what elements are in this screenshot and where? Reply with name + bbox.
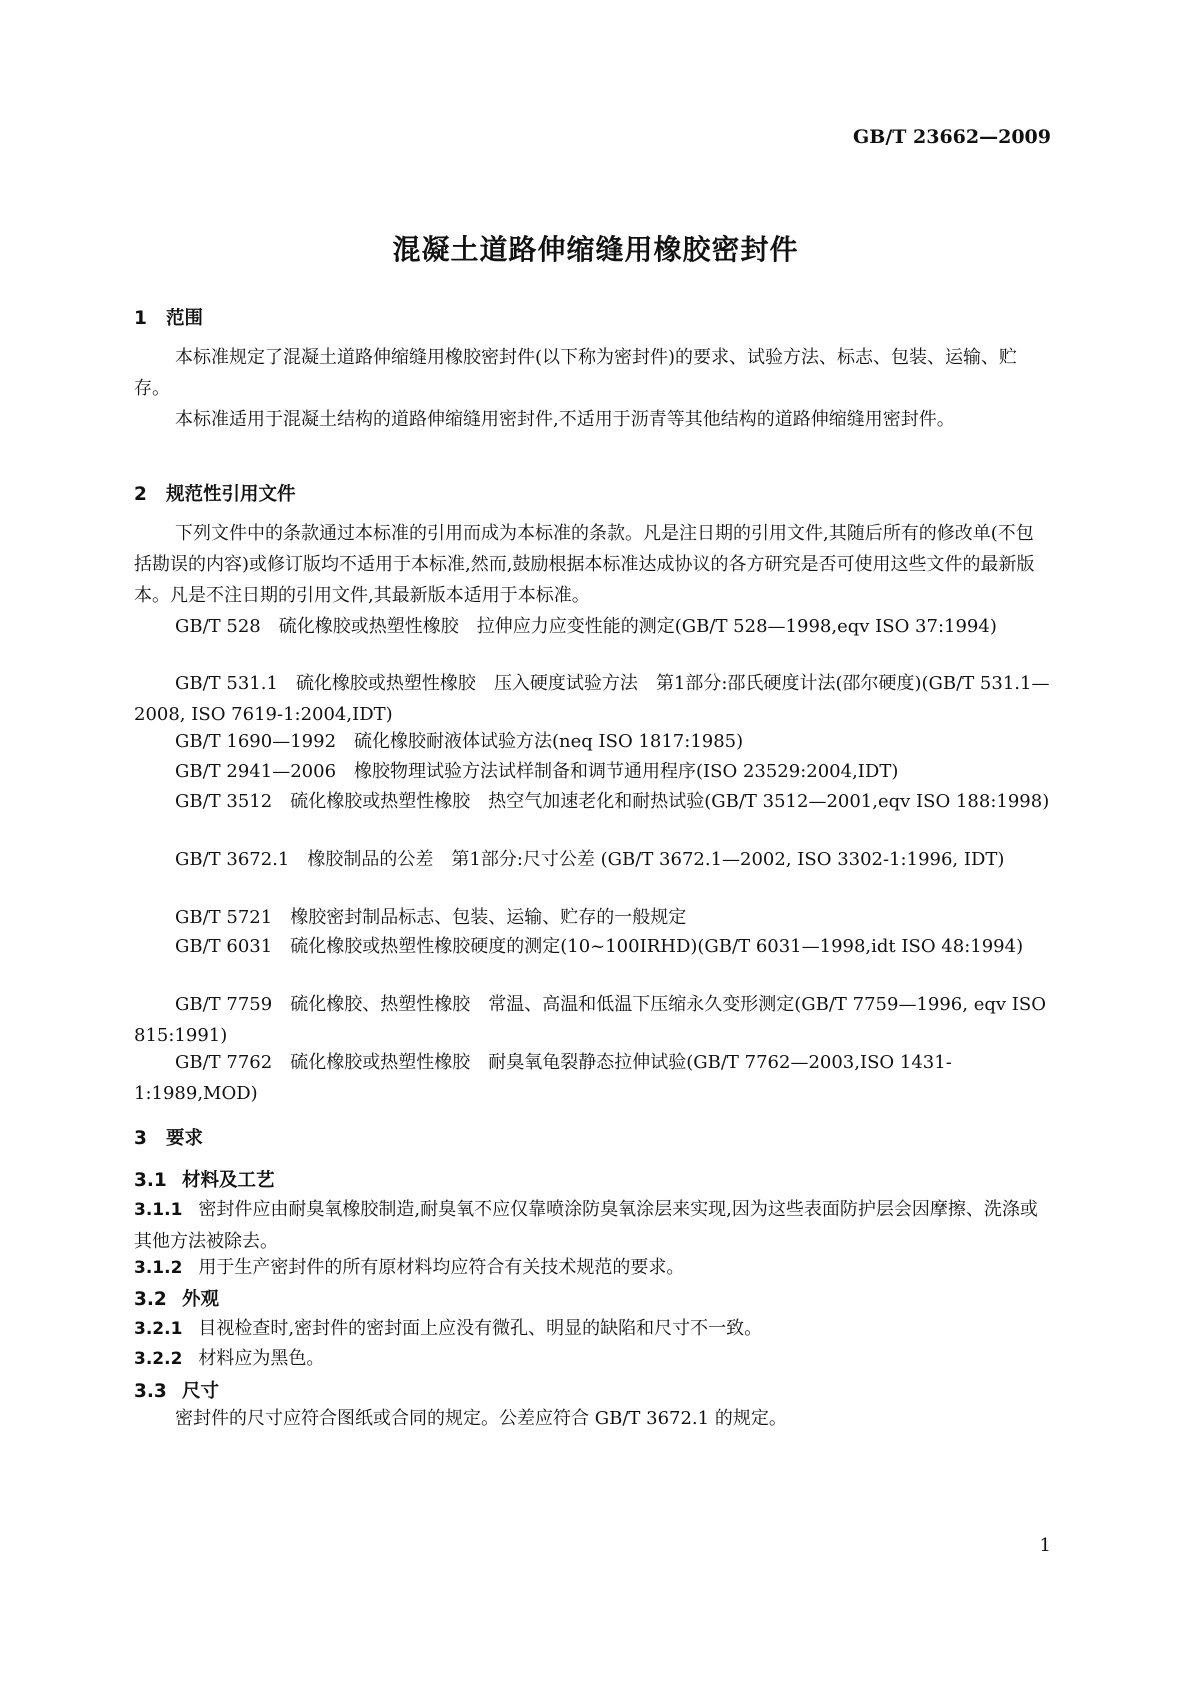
reference-title: 硫化橡胶或热塑性橡胶 <box>290 1052 471 1073</box>
clause-number: 3.1.2 <box>134 1258 183 1278</box>
clause-number: 3.1.1 <box>134 1200 183 1220</box>
reference-code: GB/T 2941—2006 <box>175 761 337 782</box>
reference-code: GB/T 6031 <box>175 936 273 957</box>
section-1-paragraph-2: 本标准适用于混凝土结构的道路伸缩缝用密封件,不适用于沥青等其他结构的道路伸缩缝用密封件。 <box>175 409 955 430</box>
clause-number: 3.2.2 <box>134 1349 183 1369</box>
subsection-title: 材料及工艺 <box>182 1170 275 1191</box>
reference-title-part: 第1部分:尺寸公差 (GB/T 3672.1—2002, ISO 3302-1:1996, IDT) <box>451 849 1005 870</box>
reference-item <box>134 786 1052 817</box>
reference-code: GB/T 3672.1 <box>175 849 290 870</box>
reference-item <box>134 726 1052 757</box>
reference-item <box>134 902 1052 933</box>
section-3-heading <box>134 1124 203 1150</box>
subsection-3-3-text: 密封件的尺寸应符合图纸或合同的规定。公差应符合 GB/T 3672.1 的规定。 <box>175 1408 787 1429</box>
reference-title: 橡胶制品的公差 <box>307 849 434 870</box>
reference-title: 硫化橡胶或热塑性橡胶 <box>278 616 459 637</box>
reference-item <box>134 668 1052 730</box>
clause-3-2-2 <box>134 1343 1052 1375</box>
reference-item <box>134 989 1052 1051</box>
clause-text: 目视检查时,密封件的密封面上应没有微孔、明显的缺陷和尺寸不一致。 <box>198 1318 763 1339</box>
reference-item <box>134 756 1052 787</box>
subsection-number: 3.2 <box>134 1289 167 1310</box>
subsection-3-3-heading <box>134 1377 219 1403</box>
reference-title-part: 拉伸应力应变性能的测定(GB/T 528—1998,eqv ISO 37:1994) <box>476 616 997 637</box>
clause-3-1-2 <box>134 1252 1052 1284</box>
section-number: 1 <box>134 308 147 329</box>
reference-title: 硫化橡胶或热塑性橡胶 <box>290 791 471 812</box>
reference-item <box>134 1047 1052 1109</box>
clause-3-2-1 <box>134 1313 1052 1345</box>
subsection-3-1-heading <box>134 1166 275 1192</box>
reference-item <box>134 844 1052 875</box>
clause-text: 密封件应由耐臭氧橡胶制造,耐臭氧不应仅靠喷涂防臭氧涂层来实现,因为这些表面防护层会因摩擦、洗涤或其他方法被除去。 <box>134 1199 1038 1252</box>
reference-item <box>134 931 1052 962</box>
subsection-title: 外观 <box>182 1289 220 1310</box>
reference-title: 硫化橡胶或热塑性橡胶硬度的测定(10~100IRHD)(GB/T 6031—1998,idt ISO 48:1994) <box>290 936 1024 957</box>
reference-title: 橡胶密封制品标志、包装、运输、贮存的一般规定 <box>290 907 687 928</box>
reference-title: 橡胶物理试验方法试样制备和调节通用程序(ISO 23529:2004,IDT) <box>354 761 899 782</box>
reference-code: GB/T 528 <box>175 616 261 637</box>
clause-text: 材料应为黑色。 <box>198 1348 325 1369</box>
reference-item <box>134 611 1052 642</box>
section-1-heading <box>134 304 203 330</box>
reference-title: 硫化橡胶、热塑性橡胶 <box>290 994 471 1015</box>
reference-title: 硫化橡胶耐液体试验方法(neq ISO 1817:1985) <box>354 731 744 752</box>
reference-title-part: 热空气加速老化和耐热试验(GB/T 3512—2001,eqv ISO 188:1998) <box>488 791 1050 812</box>
reference-title: 硫化橡胶或热塑性橡胶 <box>295 673 476 694</box>
reference-code: GB/T 7762 <box>175 1052 273 1073</box>
reference-code: GB/T 1690—1992 <box>175 731 337 752</box>
subsection-number: 3.1 <box>134 1170 167 1191</box>
subsection-number: 3.3 <box>134 1381 167 1402</box>
section-1-paragraph-1: 本标准规定了混凝土道路伸缩缝用橡胶密封件(以下称为密封件)的要求、试验方法、标志、包装、运输、贮存。 <box>134 347 1018 399</box>
section-title: 要求 <box>166 1128 204 1149</box>
reference-title-part: 耐臭氧龟裂静态拉伸试验(GB/T 7762—2003,ISO 1431-1:1989,MOD) <box>134 1052 952 1104</box>
clause-text: 用于生产密封件的所有原材料均应符合有关技术规范的要求。 <box>198 1257 685 1278</box>
section-title: 规范性引用文件 <box>166 484 296 505</box>
page-number: 1 <box>1039 1535 1051 1556</box>
clause-number: 3.2.1 <box>134 1319 183 1339</box>
reference-code: GB/T 7759 <box>175 994 273 1015</box>
reference-code: GB/T 5721 <box>175 907 273 928</box>
reference-code: GB/T 3512 <box>175 791 273 812</box>
section-number: 3 <box>134 1128 147 1149</box>
subsection-3-2-heading <box>134 1285 219 1311</box>
document-title: 混凝土道路伸缩缝用橡胶密封件 <box>392 233 799 266</box>
reference-title-part: 常温、高温和低温下压缩永久变形测定(GB/T 7759—1996, eqv ISO 815:1991) <box>134 994 1046 1046</box>
reference-title-part: 压入硬度试验方法 <box>493 673 638 694</box>
section-number: 2 <box>134 484 147 505</box>
reference-title-part: 第1部分:邵氏硬度计法(邵尔硬度)(GB/T 531.1—2008, ISO 7619-1:2004,IDT) <box>134 673 1050 725</box>
section-title: 范围 <box>166 308 204 329</box>
clause-3-1-1 <box>134 1194 1052 1257</box>
subsection-title: 尺寸 <box>182 1381 220 1402</box>
section-2-intro: 下列文件中的条款通过本标准的引用而成为本标准的条款。凡是注日期的引用文件,其随后所有的修改单(不包括勘误的内容)或修订版均不适用于本标准,然而,鼓励根据本标准达成协议的各方研究是否可使用这些文件的最新版本。凡是不注日期的引用文件,其最新版本适用于本标准。 <box>134 523 1035 606</box>
section-2-heading <box>134 480 296 506</box>
standard-code: GB/T 23662—2009 <box>853 126 1051 148</box>
reference-code: GB/T 531.1 <box>175 673 278 694</box>
